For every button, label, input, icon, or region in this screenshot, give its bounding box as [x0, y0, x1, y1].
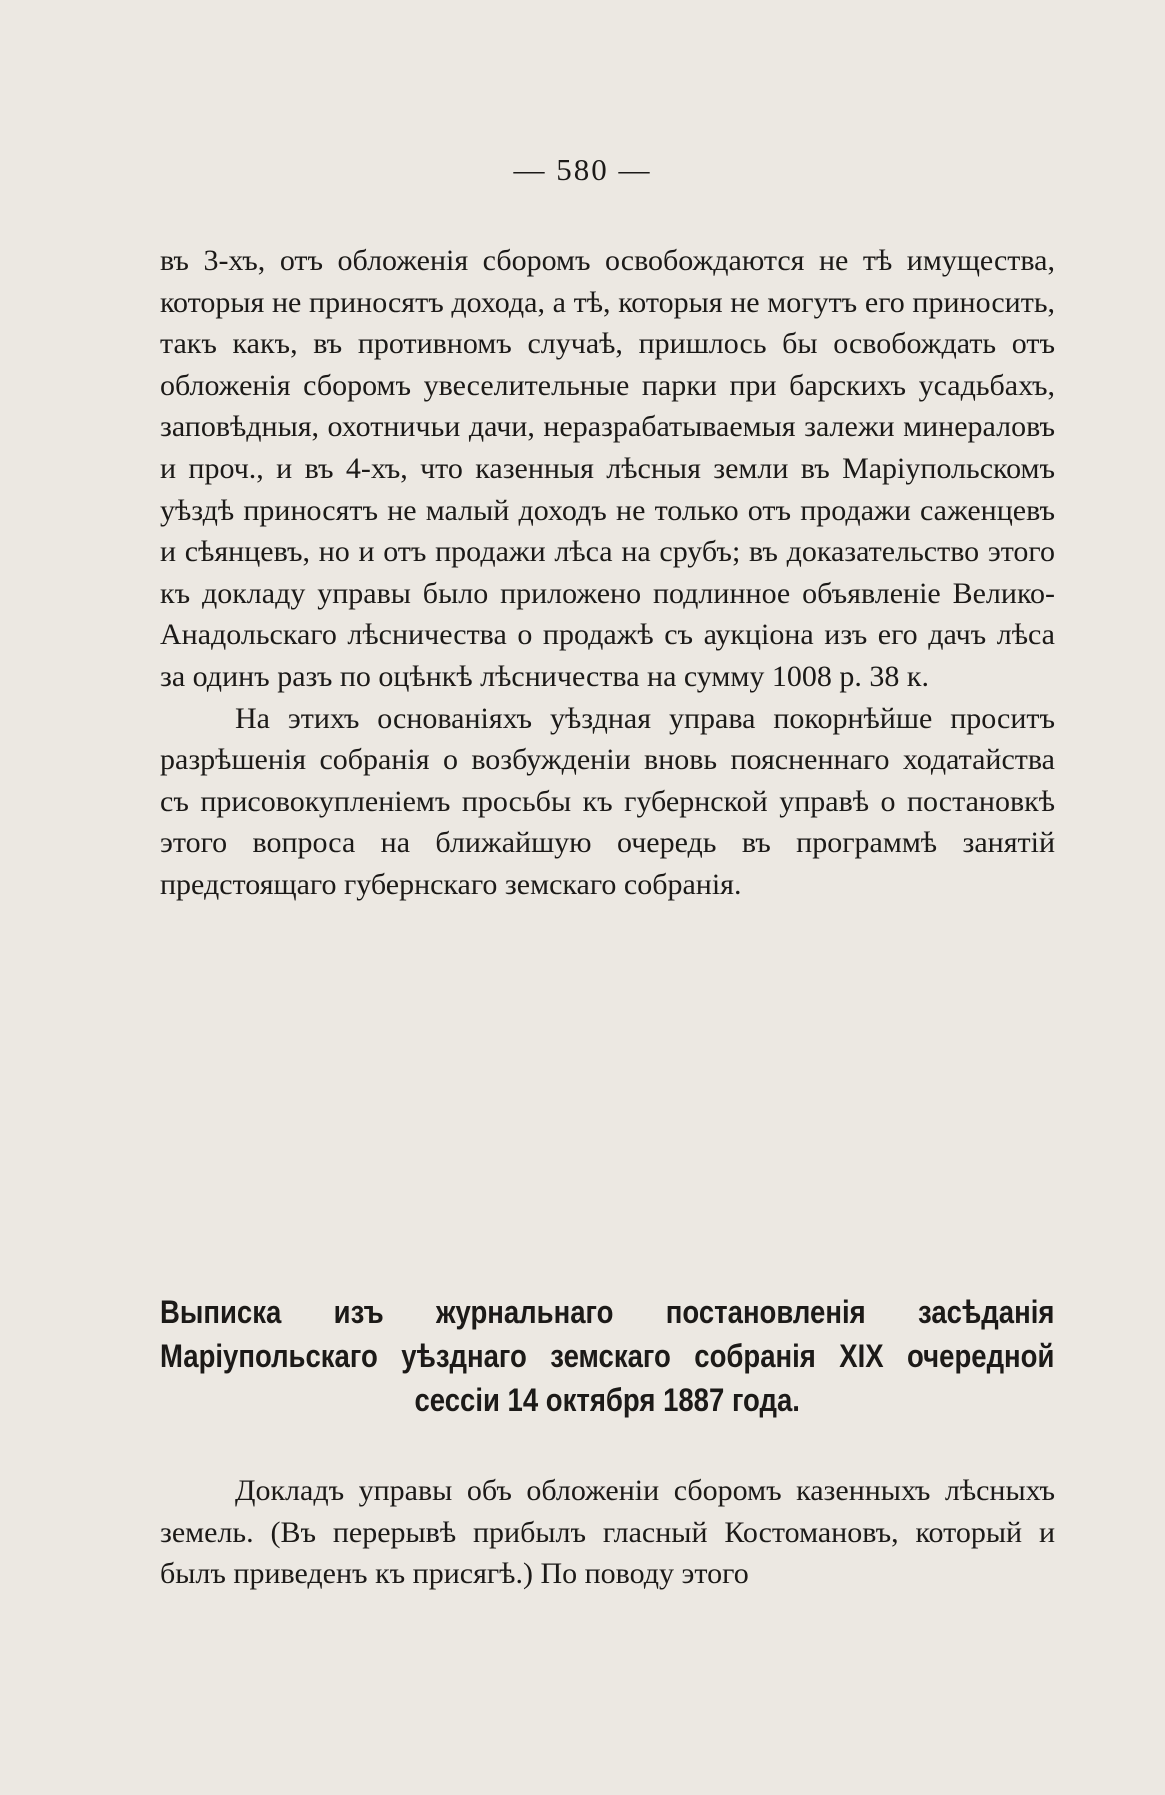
paragraph: На этихъ основаніяхъ уѣздная управа покорнѣйше проситъ разрѣшенія собранія о возбужденіи вновь поясненнаго ходатайства съ присовокупленіемъ просьбы къ губернской управѣ о постановкѣ этого вопроса на ближайшую очередь въ программѣ занятій предстоящаго губернскаго земскаго собранія.	[160, 701, 1055, 901]
page-number: — 580 —	[513, 152, 652, 187]
text-block-top	[160, 240, 1055, 906]
section-heading: Выписка изъ журнальнаго постановленія засѣданія Маріупольскаго уѣзднаго земскаго собранія XIX очередной сессіи 14 октября 1887 года.	[160, 1294, 1055, 1418]
paragraph: Докладъ управы объ обложеніи сборомъ казенныхъ лѣсныхъ земель. (Въ перерывѣ прибылъ гласный Костомановъ, который и былъ приведенъ къ присягѣ.) По поводу этого	[160, 1474, 1055, 1591]
paragraph: въ 3-хъ, отъ обложенія сборомъ освобождаются не тѣ имущества, которыя не приносятъ дохода, а тѣ, которыя не могутъ его приносить, такъ какъ, въ противномъ случаѣ, пришлось бы освобождать отъ обложенія сборомъ увеселительные парки при барскихъ усадьбахъ, заповѣдныя, охотничьи дачи, неразрабатываемыя залежи минераловъ и проч., и въ 4-хъ, что казенныя лѣсныя земли въ Маріупольскомъ уѣздѣ приносятъ не малый доходъ не только отъ продажи саженцевъ и сѣянцевъ, но и отъ продажи лѣса на срубъ; въ доказательство этого къ докладу управы было приложено подлинное объявленіе Велико-Анадольскаго лѣсничества о продажѣ съ аукціона изъ его дачъ лѣса за одинъ разъ по оцѣнкѣ лѣсничества на сумму 1008 р. 38 к.	[160, 244, 1055, 693]
text-block-bottom	[160, 1470, 1055, 1595]
